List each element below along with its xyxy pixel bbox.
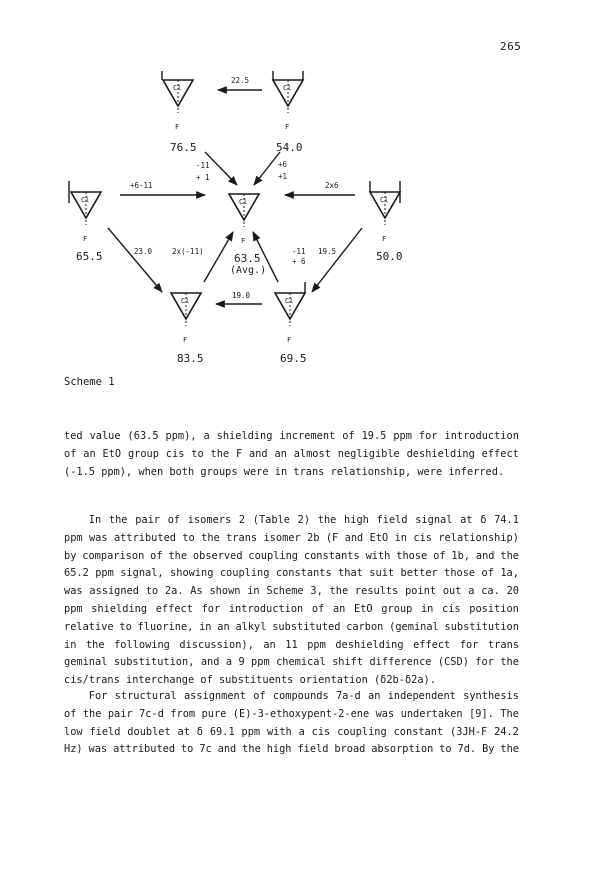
paragraph-2-line-3: by comparison of the observed coupling constants with those of 1b, and the [64, 549, 519, 562]
shift-bottom-right: 69.5 [280, 352, 307, 365]
arrow-label-left: +6-11 [130, 181, 153, 190]
paragraph-1 [64, 428, 519, 481]
molecule-top-right [273, 71, 303, 131]
shift-center-note: (Avg.) [230, 265, 267, 276]
svg-text:F: F [382, 235, 387, 243]
paragraph-2-line-4: 65.2 ppm signal, showing coupling constants that suit better those of 1a, [64, 567, 519, 580]
svg-text:F: F [285, 123, 290, 131]
paragraph-3 [64, 688, 519, 759]
scheme-caption: Scheme 1 [64, 376, 115, 388]
shift-top-right: 54.0 [276, 141, 303, 154]
arrow-label-top-left-a: -11 [196, 161, 210, 170]
arrow-label-lower-right-inner-b: + 6 [292, 257, 306, 266]
paragraph-3-line-1: For structural assignment of compounds 7a-d an independent synthesis [64, 690, 519, 702]
arrow-label-top-right-b: +1 [278, 172, 288, 181]
svg-text:Cl: Cl [81, 196, 90, 204]
svg-text:F: F [287, 336, 292, 344]
scheme-1-diagram [0, 0, 593, 375]
paragraph-1-line-2: of an EtO group cis to the F and an almost negligible deshielding effect [64, 447, 519, 460]
arrow-lower-left-inner [204, 232, 233, 282]
arrow-label-top-left-b: + 1 [196, 173, 210, 182]
paragraph-2-line-2: ppm was attributed to the trans isomer 2b (F and EtO in cis relationship) [64, 531, 519, 544]
paragraph-2-line-1: In the pair of isomers 2 (Table 2) the high field signal at δ 74.1 [64, 514, 519, 526]
paragraph-1-line-1: ted value (63.5 ppm), a shielding increment of 19.5 ppm for introduction [64, 430, 519, 442]
molecule-right [370, 181, 400, 243]
svg-text:Cl: Cl [239, 198, 248, 206]
paragraph-3-line-3: low field doublet at δ 69.1 ppm with a cis coupling constant (3JH-F 24.2 [64, 725, 519, 738]
paragraph-2-line-8: in the following discussion), an 11 ppm deshielding effect for trans [64, 638, 519, 651]
paragraph-1-line-3: (-1.5 ppm), when both groups were in trans relationship, were inferred. [64, 465, 505, 478]
svg-text:Cl: Cl [181, 297, 190, 305]
svg-text:Cl: Cl [173, 84, 182, 92]
molecule-bottom-right [275, 282, 305, 344]
shift-center: 63.5 [234, 252, 261, 265]
arrow-label-right: 2x6 [325, 181, 339, 190]
svg-text:F: F [83, 235, 88, 243]
molecule-bottom-left [171, 293, 201, 344]
svg-text:Cl: Cl [283, 84, 292, 92]
paragraph-2-line-7: relative to fluorine, in an alkyl substituted carbon (geminal substitution [64, 620, 519, 633]
svg-text:F: F [241, 237, 246, 245]
arrow-label-bottom: 19.0 [232, 291, 251, 300]
paragraph-2-line-6: ppm shielding effect for introduction of an EtO group in cis position [64, 602, 519, 615]
arrow-label-lower-left: 23.0 [134, 247, 153, 256]
paragraph-2-line-10: cis/trans interchange of substituents orientation (δ2b-δ2a). [64, 674, 436, 687]
svg-text:Cl: Cl [285, 297, 294, 305]
shift-right: 50.0 [376, 250, 403, 263]
shift-top-left: 76.5 [170, 141, 197, 154]
paragraph-3-line-4: Hz) was attributed to 7c and the high field broad absorption to 7d. By the [64, 743, 519, 756]
arrow-lower-left [108, 228, 162, 292]
paragraph-3-line-2: of the pair 7c-d from pure (E)-3-ethoxypent-2-ene was undertaken [9]. The [64, 707, 519, 720]
arrow-label-lower-right: 19.5 [318, 247, 337, 256]
arrow-label-lower-left-inner: 2x(-11) [172, 247, 204, 256]
arrow-label-top: 22.5 [231, 76, 250, 85]
arrow-label-top-right-a: +6 [278, 160, 288, 169]
svg-text:F: F [175, 123, 180, 131]
molecule-top-left [162, 71, 193, 131]
arrow-top-right [254, 152, 280, 185]
shift-bottom-left: 83.5 [177, 352, 204, 365]
svg-text:F: F [183, 336, 188, 344]
molecule-center [229, 194, 259, 245]
paragraph-2-line-5: was assigned to 2a. As shown in Scheme 3, the results point out a ca. 20 [64, 585, 519, 598]
shift-left: 65.5 [76, 250, 103, 263]
svg-text:Cl: Cl [380, 196, 389, 204]
arrow-lower-right [312, 228, 362, 292]
molecule-left [69, 181, 101, 243]
paragraph-2 [64, 512, 519, 690]
page-number: 265 [500, 40, 522, 53]
arrow-label-lower-right-inner-a: -11 [292, 247, 306, 256]
arrow-top-left [205, 152, 237, 185]
paragraph-2-line-9: geminal substitution, and a 9 ppm chemical shift difference (CSD) for the [64, 656, 519, 669]
